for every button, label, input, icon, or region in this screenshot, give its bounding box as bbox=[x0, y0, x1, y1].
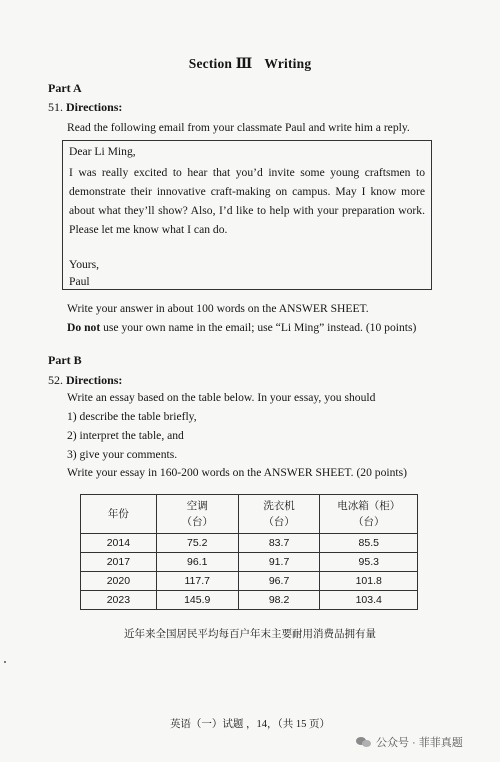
section-title bbox=[0, 56, 500, 72]
part-a-label: Part A bbox=[48, 81, 82, 95]
email-signature: Paul bbox=[69, 275, 90, 288]
question-52-step-1: 1) describe the table briefly, bbox=[67, 410, 197, 423]
table-header-row bbox=[81, 495, 418, 534]
table-cell: 2020 bbox=[81, 572, 157, 591]
table-cell: 145.9 bbox=[156, 591, 238, 610]
table-header-refrigerator bbox=[320, 495, 418, 534]
table-cell: 85.5 bbox=[320, 534, 418, 553]
question-52-step-2: 2) interpret the table, and bbox=[67, 429, 184, 442]
table-cell: 2023 bbox=[81, 591, 157, 610]
question-51-name-note bbox=[67, 321, 416, 334]
question-52-step-3: 3) give your comments. bbox=[67, 448, 178, 461]
table-row bbox=[81, 553, 418, 572]
table-cell: 98.2 bbox=[238, 591, 320, 610]
table-cell: 103.4 bbox=[320, 591, 418, 610]
question-52-instruction: Write an essay based on the table below. In your essay, you should bbox=[67, 391, 376, 404]
page-footer: 英语（一）试题 ，14，（共 15 页） bbox=[169, 719, 331, 730]
question-51-header bbox=[48, 100, 122, 115]
table-cell: 101.8 bbox=[320, 572, 418, 591]
question-52-number: 52. bbox=[48, 373, 63, 387]
do-not-label: Do not bbox=[67, 321, 101, 334]
header-unit: （台） bbox=[181, 516, 213, 528]
section-number: Section Ⅲ bbox=[188, 56, 253, 71]
table-cell: 96.7 bbox=[238, 572, 320, 591]
watermark bbox=[356, 734, 463, 750]
email-closing: Yours, bbox=[69, 258, 100, 271]
table-cell: 96.1 bbox=[156, 553, 238, 572]
email-box bbox=[62, 140, 432, 290]
question-52-header bbox=[48, 373, 122, 388]
table-cell: 83.7 bbox=[238, 534, 320, 553]
consumer-goods-table bbox=[80, 494, 418, 610]
table-cell: 2017 bbox=[81, 553, 157, 572]
question-51-directions-label: Directions: bbox=[66, 100, 123, 114]
email-body: I was really excited to hear that you’d invite some young craftsmen to demonstrate their innovative craft-making on campus. May I know more about what they’ll show? Also, I’d like to help with your preparation work. Please let me know what I can do. bbox=[69, 166, 425, 236]
question-51-instruction: Read the following email from your classmate Paul and write him a reply. bbox=[67, 121, 410, 134]
stray-dot bbox=[4, 661, 6, 663]
table-row bbox=[81, 572, 418, 591]
section-name: Writing bbox=[264, 56, 312, 71]
header-unit: （台） bbox=[263, 516, 295, 528]
table-row bbox=[81, 534, 418, 553]
header-name: 电冰箱（柜） bbox=[337, 500, 401, 512]
table-header-air-conditioner bbox=[156, 495, 238, 534]
question-52-directions-label: Directions: bbox=[66, 373, 123, 387]
name-note-text: use your own name in the email; use “Li Ming” instead. (10 points) bbox=[103, 321, 417, 334]
email-greeting: Dear Li Ming, bbox=[69, 145, 136, 158]
table-caption: 近年来全国居民平均每百户年末主要耐用消费品拥有量 bbox=[124, 628, 376, 640]
question-51-answer-note: Write your answer in about 100 words on the ANSWER SHEET. bbox=[67, 302, 369, 315]
table-cell: 117.7 bbox=[156, 572, 238, 591]
table-cell: 95.3 bbox=[320, 553, 418, 572]
question-51-number: 51. bbox=[48, 100, 63, 114]
question-52-answer-note: Write your essay in 160-200 words on the ANSWER SHEET. (20 points) bbox=[67, 466, 408, 479]
wechat-icon bbox=[356, 736, 372, 749]
header-name: 空调 bbox=[186, 500, 208, 512]
part-b-label: Part B bbox=[48, 353, 82, 367]
header-name: 年份 bbox=[107, 508, 129, 520]
table-row bbox=[81, 591, 418, 610]
table-cell: 91.7 bbox=[238, 553, 320, 572]
table-header-year bbox=[81, 495, 157, 534]
watermark-text: 公众号 · 菲菲真题 bbox=[376, 737, 463, 749]
header-name: 洗衣机 bbox=[263, 500, 295, 512]
header-unit: （台） bbox=[352, 516, 385, 528]
table-cell: 75.2 bbox=[156, 534, 238, 553]
table-header-washing-machine bbox=[238, 495, 320, 534]
table-cell: 2014 bbox=[81, 534, 157, 553]
